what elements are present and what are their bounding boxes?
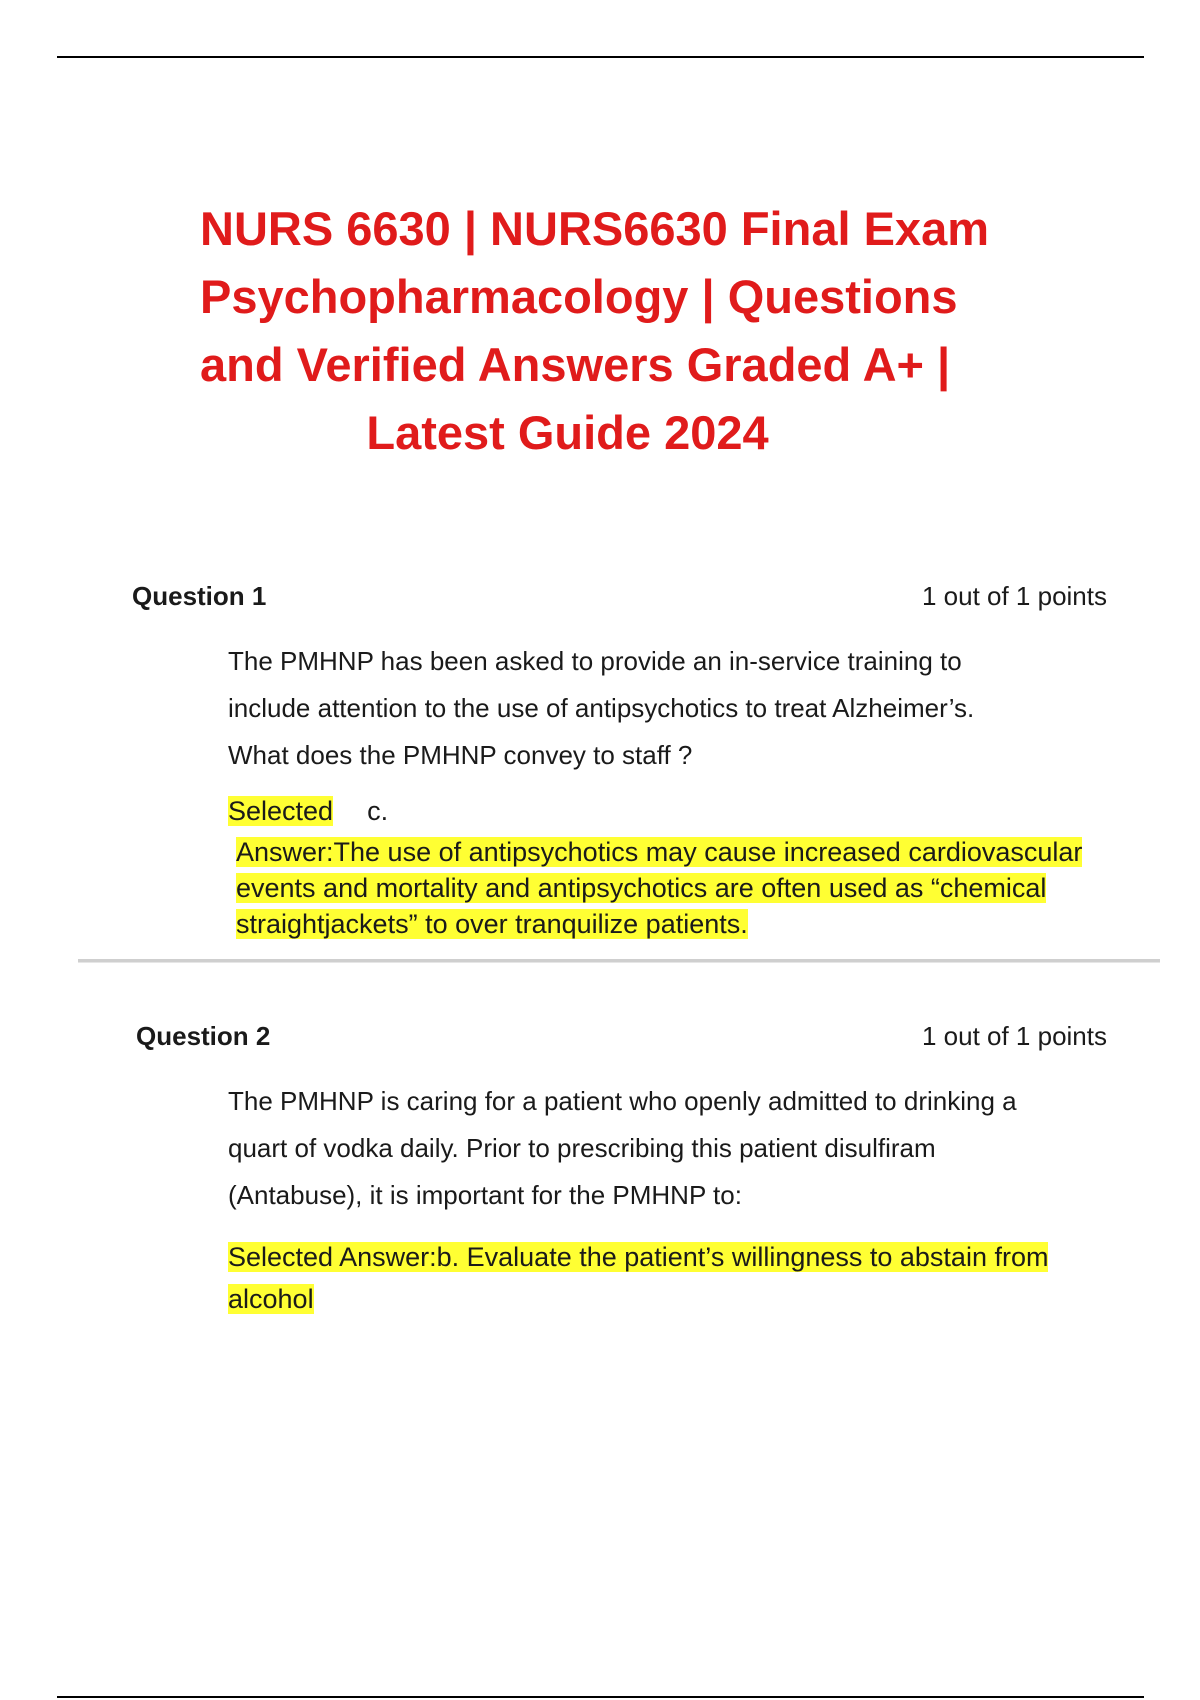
- title-line: and Verified Answers Graded A+ |: [200, 338, 951, 391]
- selected-label: Selected: [228, 796, 334, 826]
- title-line: Psychopharmacology | Questions: [200, 270, 958, 323]
- answer-line-text: Selected Answer:b. Evaluate the patient’s willingness to abstain from: [228, 1242, 1049, 1272]
- question-1-selected: [228, 792, 388, 830]
- question-divider: [78, 959, 1160, 963]
- question-points: 1 out of 1 points: [921, 1021, 1107, 1051]
- question-text-line: include attention to the use of antipsychotics to treat Alzheimer’s.: [228, 693, 975, 723]
- answer-line: [236, 834, 1156, 870]
- question-1-header: [132, 578, 1107, 614]
- answer-line: [228, 1236, 1148, 1278]
- answer-line-text: Answer:The use of antipsychotics may cause increased cardiovascular: [236, 837, 1083, 867]
- question-text-line: What does the PMHNP convey to staff ?: [228, 740, 693, 770]
- answer-line: [236, 870, 1156, 906]
- question-2-answer: [228, 1236, 1148, 1320]
- question-text-line: quart of vodka daily. Prior to prescribing this patient disulfiram: [228, 1133, 936, 1163]
- question-text-line: The PMHNP is caring for a patient who openly admitted to drinking a: [228, 1086, 1017, 1116]
- answer-line: [228, 1278, 1148, 1320]
- question-1-text: [228, 638, 1133, 779]
- answer-line: [236, 906, 1156, 942]
- question-points: 1 out of 1 points: [921, 581, 1107, 611]
- question-text-line: (Antabuse), it is important for the PMHNP to:: [228, 1180, 742, 1210]
- page-top-rule: [57, 56, 1144, 58]
- question-2-header: [136, 1018, 1107, 1054]
- question-1-answer: [236, 834, 1156, 942]
- answer-line-text: alcohol: [228, 1284, 314, 1314]
- title-line: NURS 6630 | NURS6630 Final Exam: [200, 202, 989, 255]
- title-line: Latest Guide 2024: [366, 406, 769, 459]
- document-title: [200, 195, 989, 467]
- answer-line-text: events and mortality and antipsychotics are often used as “chemical: [236, 873, 1047, 903]
- question-2-text: [228, 1078, 1133, 1219]
- question-label: Question 1: [132, 581, 267, 611]
- page-bottom-rule: [57, 1696, 1144, 1698]
- selected-choice: c.: [367, 796, 389, 826]
- question-text-line: The PMHNP has been asked to provide an in-service training to: [228, 646, 962, 676]
- question-label: Question 2: [136, 1021, 271, 1051]
- answer-line-text: straightjackets” to over tranquilize patients.: [236, 909, 748, 939]
